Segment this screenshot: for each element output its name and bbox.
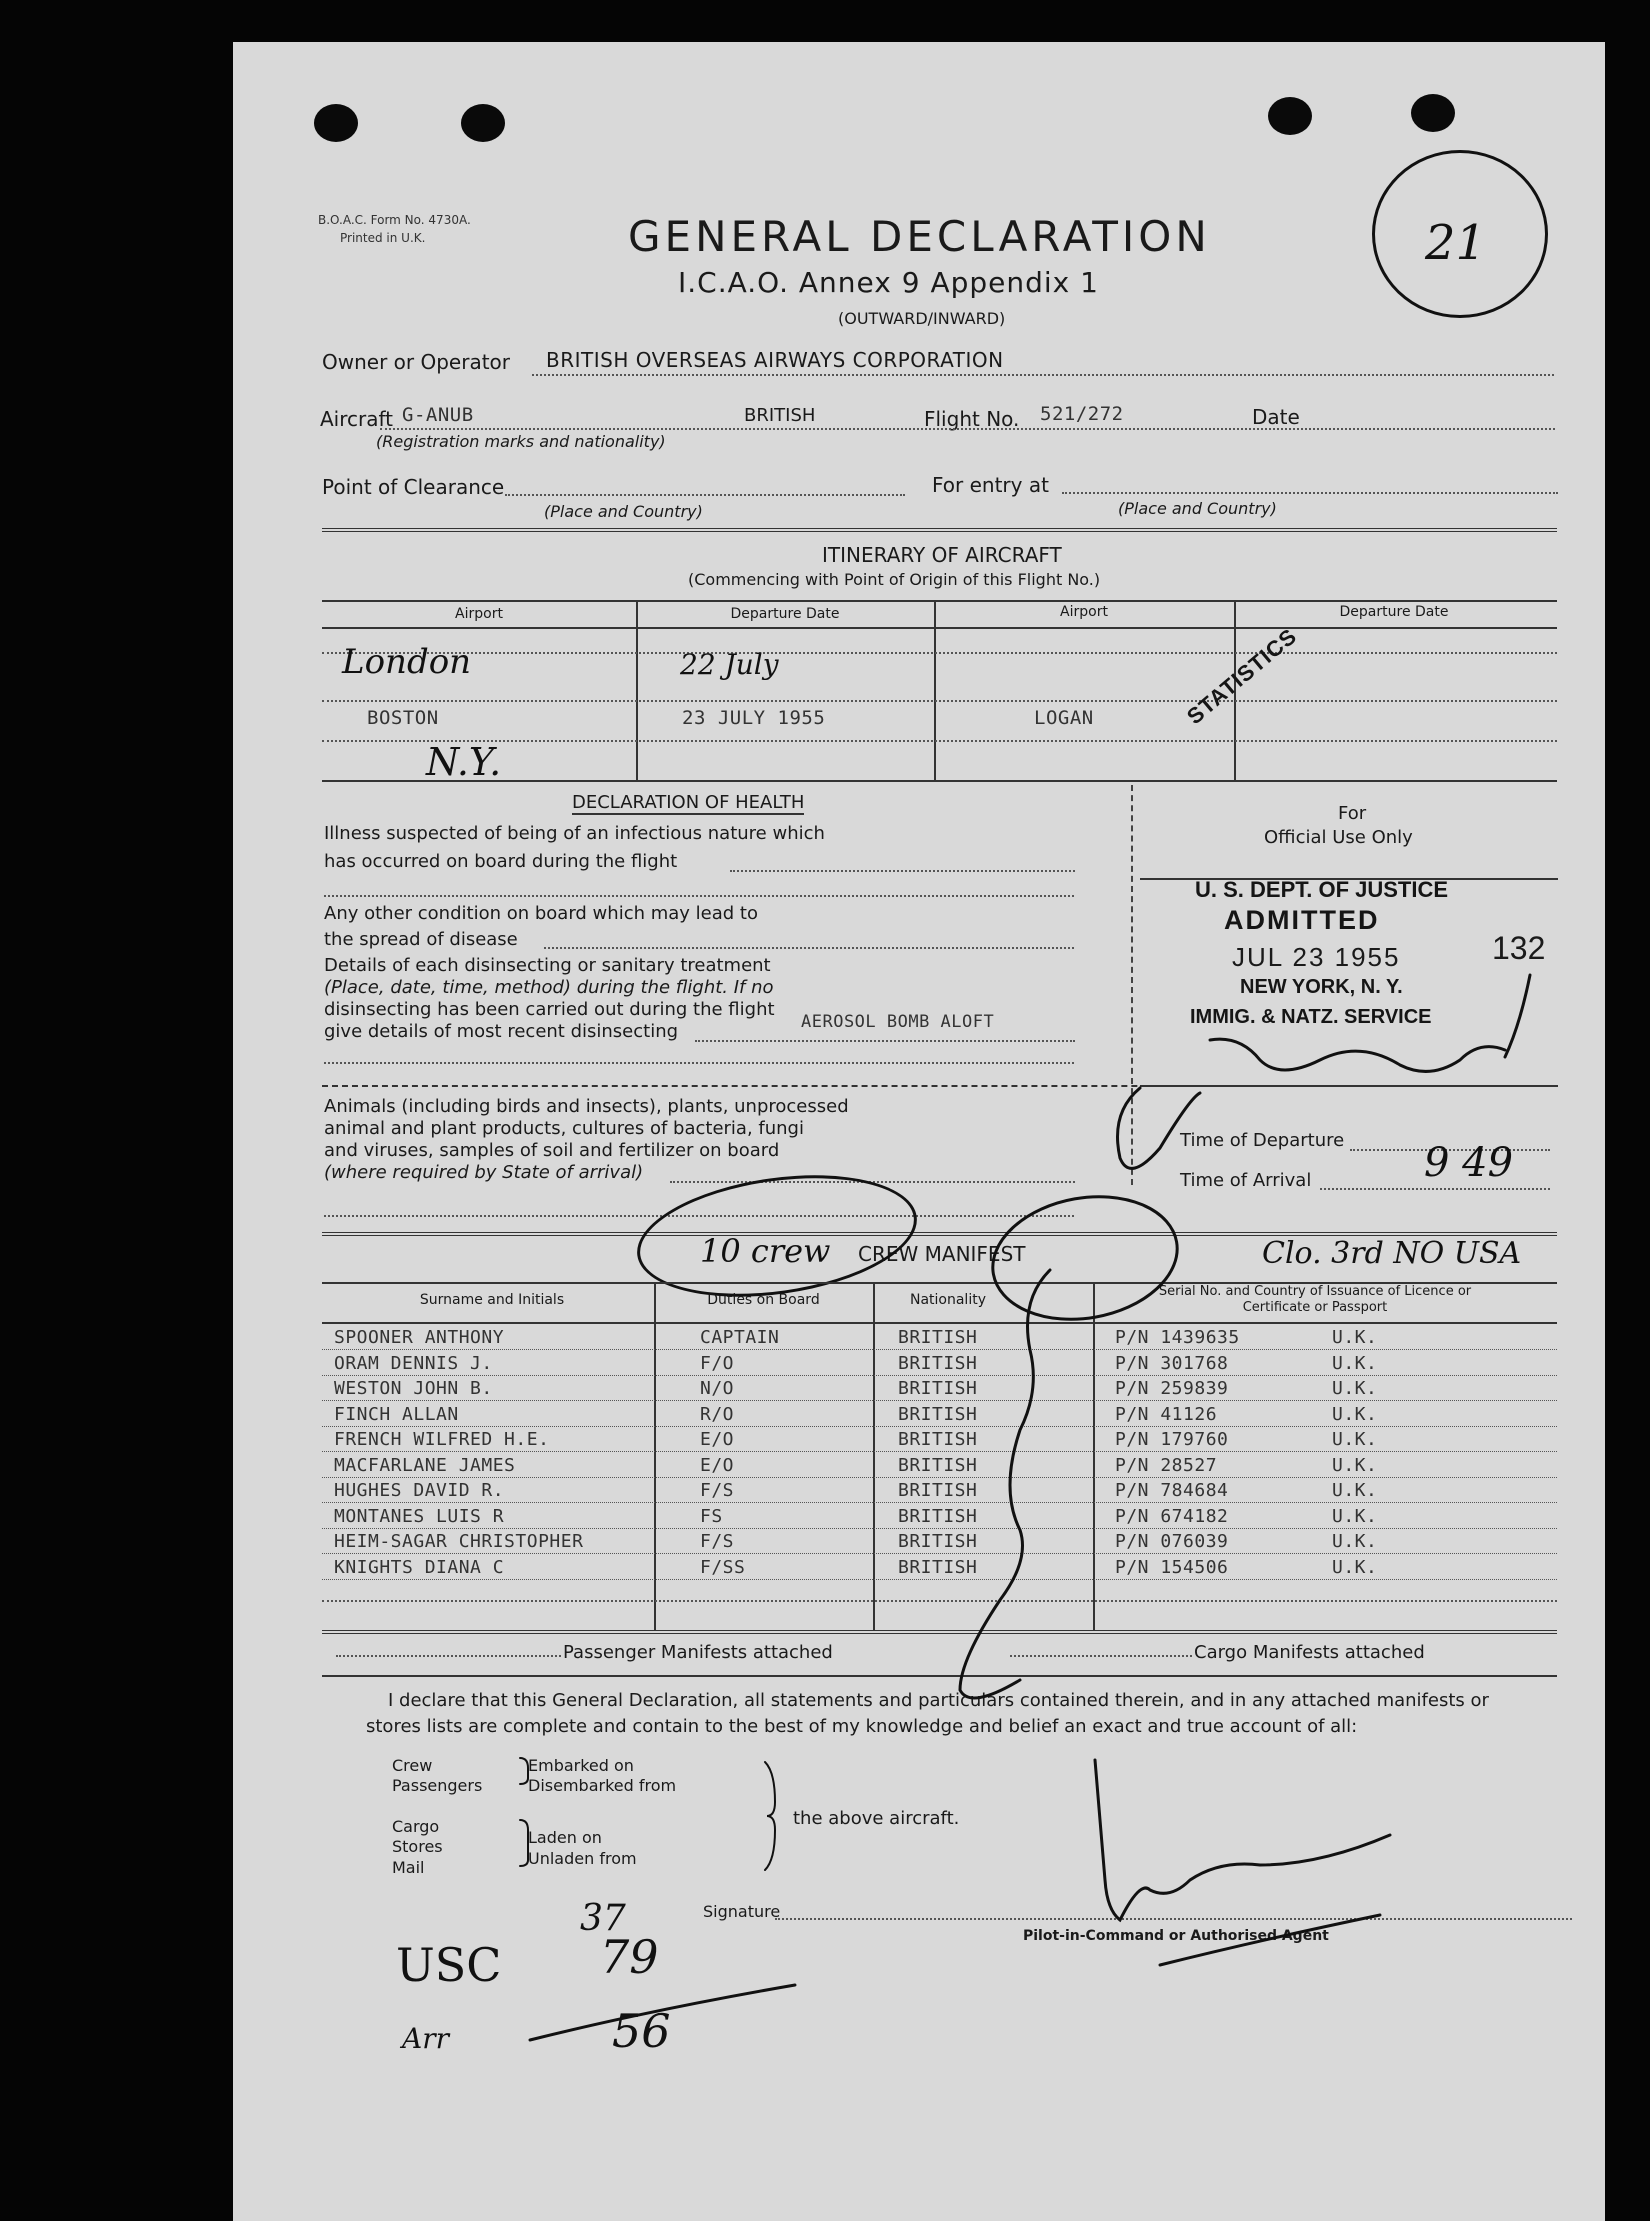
crew-nationality: BRITISH <box>898 1480 978 1501</box>
crew-serial: P/N 1439635 <box>1115 1327 1240 1348</box>
itinerary-row1-date: 22 July <box>680 648 779 681</box>
health-q3-line2: (Place, date, time, method) during the flight. If no <box>324 977 774 998</box>
itinerary-subtitle: (Commencing with Point of Origin of this Flight No.) <box>688 570 1101 589</box>
crew-note-right: Clo. 3rd NO USA <box>1262 1236 1522 1271</box>
health-q4-line2: animal and plant products, cultures of bacteria, fungi <box>324 1118 804 1139</box>
crew-serial: P/N 154506 <box>1115 1557 1229 1578</box>
itinerary-title: ITINERARY OF AIRCRAFT <box>822 543 1062 567</box>
flight-value: 521/272 <box>1040 403 1124 425</box>
crew-country: U.K. <box>1332 1480 1378 1501</box>
note-37: 37 <box>580 1898 626 1939</box>
crew-initials-signature <box>960 1270 1050 1698</box>
bracket-icon <box>520 1758 528 1784</box>
declaration-text2: stores lists are complete and contain to the best of my knowledge and belief an exact and true account of all: <box>366 1716 1358 1737</box>
direction-label: (OUTWARD/INWARD) <box>838 309 1006 328</box>
itinerary-header-airport: Airport <box>455 606 503 622</box>
decl-passengers: Passengers <box>392 1776 483 1795</box>
officer-signature <box>1210 1039 1505 1071</box>
itinerary-row3-airport: N.Y. <box>426 740 502 784</box>
arrival-time-label: Time of Arrival <box>1180 1170 1312 1191</box>
crew-name: HEIM-SAGAR CHRISTOPHER <box>334 1531 584 1552</box>
officer-signature-stroke <box>1505 975 1530 1057</box>
crew-name: KNIGHTS DIANA C <box>334 1557 505 1578</box>
crew-duty: F/S <box>700 1480 735 1501</box>
health-q3-line3: disinsecting has been carried out during the flight <box>324 999 775 1020</box>
pilot-label: Pilot-in-Command or Authorised Agent <box>1023 1928 1329 1944</box>
crew-country: U.K. <box>1332 1327 1378 1348</box>
owner-label: Owner or Operator <box>322 350 510 374</box>
health-q2-line2: the spread of disease <box>324 929 518 950</box>
crew-note-left: 10 crew <box>700 1232 831 1270</box>
crew-serial: P/N 41126 <box>1115 1404 1218 1425</box>
crew-serial: P/N 076039 <box>1115 1531 1229 1552</box>
officer-signature-loop <box>1118 1088 1201 1168</box>
pilot-signature-underline <box>1160 1915 1380 1965</box>
crew-serial: P/N 301768 <box>1115 1353 1229 1374</box>
crew-country: U.K. <box>1332 1378 1378 1399</box>
crew-duty: F/SS <box>700 1557 746 1578</box>
crew-nationality: BRITISH <box>898 1557 978 1578</box>
official-number: 132 <box>1492 930 1546 966</box>
note-arr: Arr <box>402 2022 449 2055</box>
note-usc: USC <box>396 1938 502 1992</box>
crew-name: HUGHES DAVID R. <box>334 1480 505 1501</box>
aircraft-value: G-ANUB <box>402 404 474 426</box>
itinerary-row2-date: 23 JULY 1955 <box>682 707 826 729</box>
owner-value: BRITISH OVERSEAS AIRWAYS CORPORATION <box>546 348 1004 372</box>
crew-nationality: BRITISH <box>898 1378 978 1399</box>
itinerary-header-date2: Departure Date <box>1339 604 1449 620</box>
crew-header-nationality: Nationality <box>909 1292 986 1308</box>
health-q2-line1: Any other condition on board which may lead to <box>324 903 758 924</box>
crew-name: FRENCH WILFRED H.E. <box>334 1429 550 1450</box>
health-q4-line4: (where required by State of arrival) <box>324 1162 644 1183</box>
crew-serial: P/N 259839 <box>1115 1378 1229 1399</box>
handwritten-circle <box>983 1183 1187 1333</box>
immigration-stamp-line2: ADMITTED <box>1224 905 1380 935</box>
immigration-stamp-date: JUL 23 1955 <box>1232 942 1401 972</box>
crew-nationality: BRITISH <box>898 1353 978 1374</box>
decl-unladen: Unladen from <box>528 1849 637 1868</box>
itinerary-row2-airport2: LOGAN <box>1034 707 1094 729</box>
crew-duty: E/O <box>700 1455 735 1476</box>
crew-serial: P/N 28527 <box>1115 1455 1218 1476</box>
itinerary-row2-airport: BOSTON <box>367 707 439 729</box>
crew-duty: FS <box>700 1506 723 1527</box>
official-title1: For <box>1338 803 1367 824</box>
crew-name: FINCH ALLAN <box>334 1404 459 1425</box>
form-ref-line1: B.O.A.C. Form No. 4730A. <box>318 213 471 227</box>
decl-embarked: Embarked on <box>528 1756 634 1775</box>
crew-nationality: BRITISH <box>898 1506 978 1527</box>
signature-label: Signature <box>703 1902 781 1921</box>
crew-country: U.K. <box>1332 1455 1378 1476</box>
crew-title: CREW MANIFEST <box>858 1242 1026 1266</box>
declaration-text1: I declare that this General Declaration, all statements and particulars contained therein, and in any attached manifests or <box>388 1690 1489 1711</box>
passenger-manifests: Passenger Manifests attached <box>563 1642 833 1663</box>
itinerary-header-date: Departure Date <box>730 606 840 622</box>
decl-above-aircraft: the above aircraft. <box>793 1808 960 1829</box>
bracket-icon <box>765 1762 775 1870</box>
crew-country: U.K. <box>1332 1404 1378 1425</box>
crew-nationality: BRITISH <box>898 1531 978 1552</box>
crew-name: SPOONER ANTHONY <box>334 1327 505 1348</box>
decl-disembarked: Disembarked from <box>528 1776 677 1795</box>
crew-country: U.K. <box>1332 1531 1378 1552</box>
crew-nationality: BRITISH <box>898 1455 978 1476</box>
immigration-stamp-line4: NEW YORK, N. Y. <box>1240 976 1403 998</box>
crew-name: ORAM DENNIS J. <box>334 1353 493 1374</box>
aircraft-note: (Registration marks and nationality) <box>376 432 666 451</box>
crew-duty: N/O <box>700 1378 735 1399</box>
note-79: 79 <box>600 1930 659 1984</box>
crew-serial: P/N 179760 <box>1115 1429 1229 1450</box>
crew-name: MACFARLANE JAMES <box>334 1455 516 1476</box>
note-56: 56 <box>612 2004 671 2058</box>
health-q3-line1: Details of each disinsecting or sanitary treatment <box>324 955 771 976</box>
crew-header-serial: Serial No. and Country of Issuance of Licence or Certificate or Passport <box>1158 1284 1472 1315</box>
crew-country: U.K. <box>1332 1429 1378 1450</box>
crew-duty: F/S <box>700 1531 735 1552</box>
crew-nationality: BRITISH <box>898 1429 978 1450</box>
crew-duty: R/O <box>700 1404 735 1425</box>
clearance-label: Point of Clearance <box>322 475 505 499</box>
crew-name: WESTON JOHN B. <box>334 1378 493 1399</box>
crew-serial: P/N 674182 <box>1115 1506 1229 1527</box>
health-q4-line1: Animals (including birds and insects), plants, unprocessed <box>324 1096 849 1117</box>
decl-crew: Crew <box>392 1756 433 1775</box>
aircraft-label: Aircraft <box>320 407 394 431</box>
health-q3-answer: AEROSOL BOMB ALOFT <box>801 1012 995 1032</box>
crew-duty: E/O <box>700 1429 735 1450</box>
health-title: DECLARATION OF HEALTH <box>572 792 805 813</box>
official-title2: Official Use Only <box>1264 827 1413 848</box>
crew-nationality: BRITISH <box>898 1404 978 1425</box>
page-title: GENERAL DECLARATION <box>628 212 1211 261</box>
arrival-time-value: 9 49 <box>1424 1140 1514 1186</box>
page-subtitle: I.C.A.O. Annex 9 Appendix 1 <box>678 266 1099 299</box>
immigration-stamp-line5: IMMIG. & NATZ. SERVICE <box>1190 1006 1432 1028</box>
health-q1-line1: Illness suspected of being of an infectious nature which <box>324 823 825 844</box>
crew-duty: CAPTAIN <box>700 1327 780 1348</box>
decl-mail: Mail <box>392 1858 425 1877</box>
crew-name: MONTANES LUIS R <box>334 1506 505 1527</box>
bracket-icon <box>520 1820 528 1866</box>
crew-country: U.K. <box>1332 1557 1378 1578</box>
entry-label: For entry at <box>932 473 1049 497</box>
aircraft-nationality: BRITISH <box>744 405 816 426</box>
departure-time-label: Time of Departure <box>1180 1130 1345 1151</box>
pilot-signature <box>1095 1760 1390 1920</box>
crew-header-duties: Duties on Board <box>707 1292 820 1308</box>
crew-country: U.K. <box>1332 1506 1378 1527</box>
entry-note: (Place and Country) <box>1118 499 1277 518</box>
statistics-stamp: STATISTICS <box>1182 623 1302 730</box>
date-label: Date <box>1252 405 1300 429</box>
crew-nationality: BRITISH <box>898 1327 978 1348</box>
crew-serial: P/N 784684 <box>1115 1480 1229 1501</box>
crew-country: U.K. <box>1332 1353 1378 1374</box>
itinerary-row1-airport: London <box>342 642 472 682</box>
crew-duty: F/O <box>700 1353 735 1374</box>
decl-stores: Stores <box>392 1837 443 1856</box>
crew-header-name: Surname and Initials <box>419 1292 565 1308</box>
strike-line <box>530 1985 795 2040</box>
cargo-manifests: Cargo Manifests attached <box>1194 1642 1425 1663</box>
health-q1-line2: has occurred on board during the flight <box>324 851 678 872</box>
decl-cargo: Cargo <box>392 1817 440 1836</box>
flight-label: Flight No. <box>924 407 1020 431</box>
immigration-stamp-line1: U. S. DEPT. OF JUSTICE <box>1195 877 1449 902</box>
health-q3-line4: give details of most recent disinsecting <box>324 1021 679 1042</box>
health-q4-line3: and viruses, samples of soil and fertilizer on board <box>324 1140 780 1161</box>
form-ref-line2: Printed in U.K. <box>340 231 426 245</box>
clearance-note: (Place and Country) <box>544 502 703 521</box>
decl-laden: Laden on <box>528 1828 602 1847</box>
page-number: 21 <box>1425 215 1487 271</box>
itinerary-header-airport2: Airport <box>1060 604 1108 620</box>
